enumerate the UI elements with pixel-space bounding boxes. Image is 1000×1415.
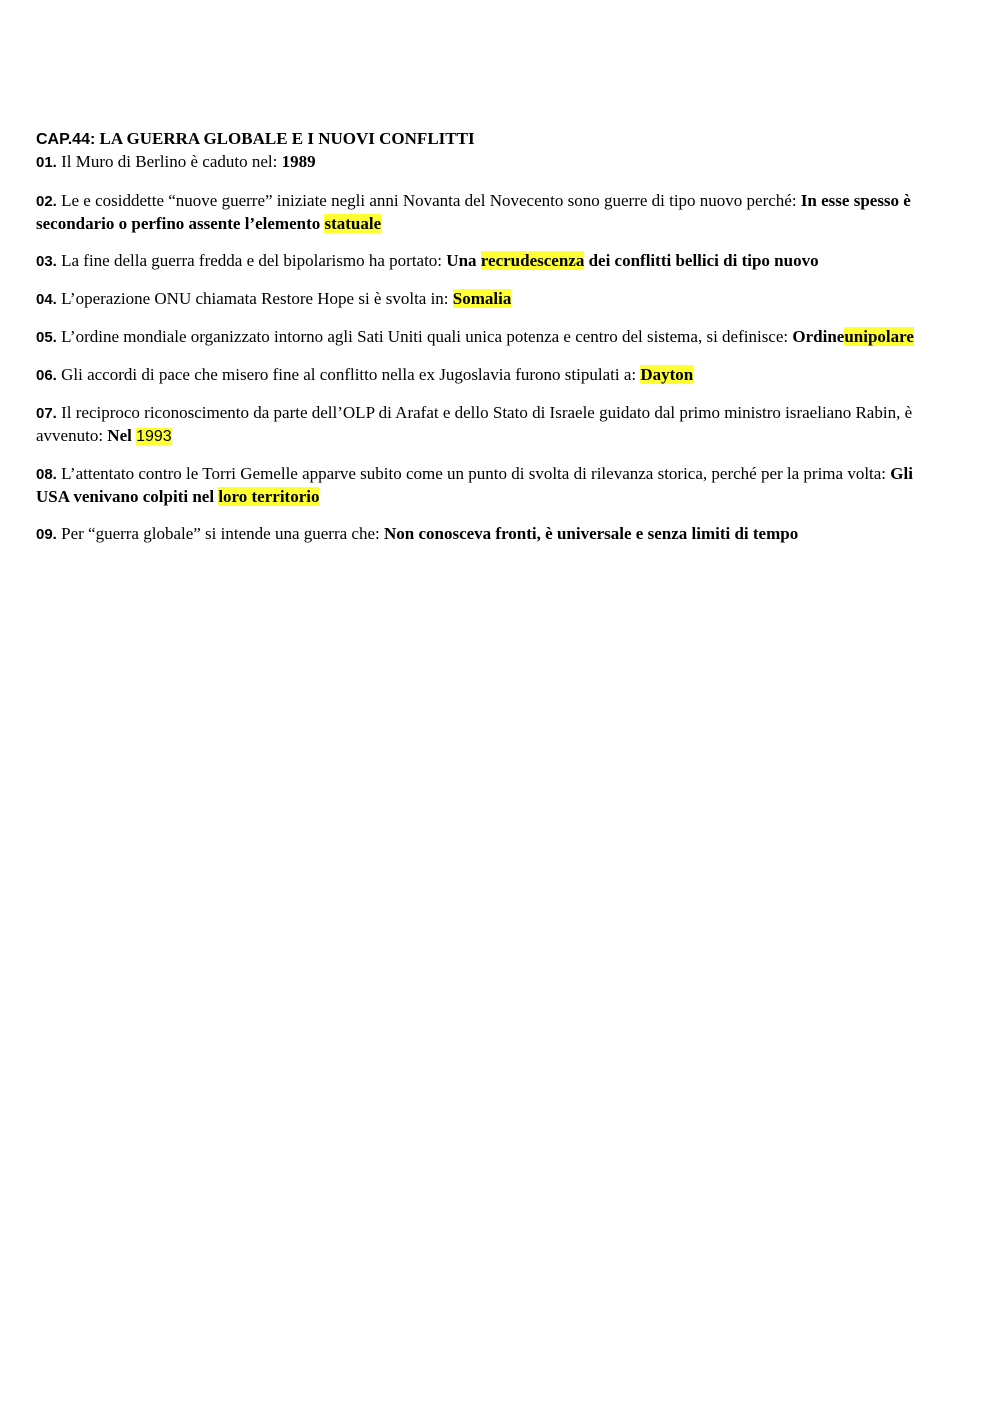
question-number: 01. xyxy=(36,154,57,171)
question-text: Il Muro di Berlino è caduto nel: xyxy=(56,152,282,171)
question-item xyxy=(36,523,936,546)
page-title xyxy=(36,128,936,151)
answer-highlight: 1993 xyxy=(136,428,172,445)
question-number: 07. xyxy=(36,405,57,422)
answer-text-after: dei conflitti bellici di tipo nuovo xyxy=(584,251,819,270)
question-item xyxy=(36,326,936,349)
answer-text: 1989 xyxy=(281,152,316,171)
question-text: Le e cosiddette “nuove guerre” iniziate negli anni Novanta del Novecento sono guerre di tipo nuovo perché: xyxy=(56,191,801,210)
answer-text: Ordine xyxy=(792,327,845,346)
question-item xyxy=(36,364,936,387)
answer-text: In esse spesso è secondario o perfino assente l’elemento xyxy=(36,191,911,233)
answer-text: Gli USA venivano colpiti nel xyxy=(36,464,913,506)
question-item xyxy=(36,151,936,174)
question-item xyxy=(36,250,936,273)
answer-text: Una xyxy=(446,251,481,270)
chapter-title: LA GUERRA GLOBALE E I NUOVI CONFLITTI xyxy=(95,129,475,148)
chapter-label: CAP.44: xyxy=(36,131,96,148)
question-text: L’operazione ONU chiamata Restore Hope si è svolta in: xyxy=(56,289,453,308)
question-item xyxy=(36,288,936,311)
question-text: Il reciproco riconoscimento da parte dell’OLP di Arafat e dello Stato di Israele guidato dal primo ministro israeliano Rabin, è avvenuto: xyxy=(36,403,913,445)
question-text: La fine della guerra fredda e del bipolarismo ha portato: xyxy=(56,251,447,270)
answer-text: Non conosceva fronti, è universale e senza limiti di tempo xyxy=(383,524,799,543)
question-number: 09. xyxy=(36,526,57,543)
question-text: Per “guerra globale” si intende una guerra che: xyxy=(56,524,384,543)
answer-text: Nel xyxy=(107,426,137,445)
document-page xyxy=(36,128,936,561)
question-item xyxy=(36,402,936,448)
question-text: L’ordine mondiale organizzato intorno agli Sati Uniti quali unica potenza e centro del sistema, si definisce: xyxy=(56,327,793,346)
question-number: 03. xyxy=(36,253,57,270)
question-item xyxy=(36,190,936,235)
question-number: 08. xyxy=(36,466,57,483)
question-number: 02. xyxy=(36,193,57,210)
question-number: 04. xyxy=(36,291,57,308)
answer-highlight: unipolare xyxy=(844,327,914,346)
answer-highlight: loro territorio xyxy=(218,487,320,506)
question-number: 05. xyxy=(36,329,57,346)
question-text: Gli accordi di pace che misero fine al conflitto nella ex Jugoslavia furono stipulati a: xyxy=(56,365,641,384)
answer-highlight: statuale xyxy=(324,214,382,233)
question-item xyxy=(36,463,936,508)
question-text: L’attentato contro le Torri Gemelle apparve subito come un punto di svolta di rilevanza storica, perché per la prima volta: xyxy=(56,464,891,483)
question-number: 06. xyxy=(36,367,57,384)
answer-highlight: recrudescenza xyxy=(480,251,585,270)
answer-highlight: Dayton xyxy=(640,365,694,384)
answer-highlight: Somalia xyxy=(452,289,512,308)
